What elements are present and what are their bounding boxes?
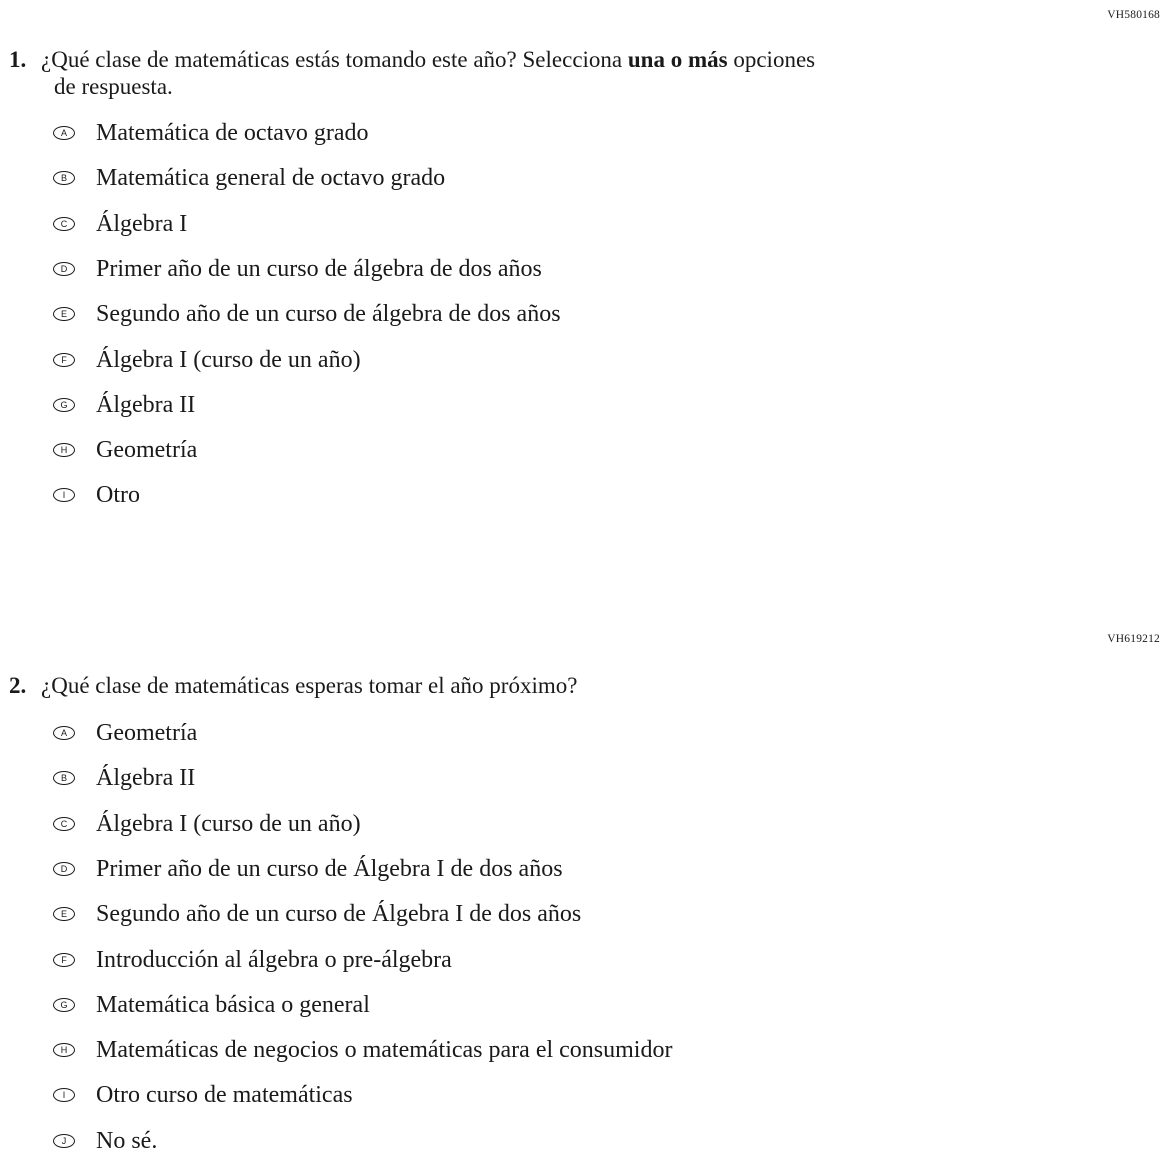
question-text: ¿Qué clase de matemáticas esperas tomar el año próximo? (41, 673, 578, 698)
item-code-q2: VH619212 (1107, 633, 1160, 645)
answer-option-label: Álgebra II (96, 392, 196, 418)
answer-option-e[interactable] (53, 299, 561, 329)
question-1 (9, 46, 815, 100)
answer-option-h[interactable] (53, 1035, 672, 1065)
answer-option-a[interactable] (53, 718, 197, 748)
answer-option-label: Álgebra I (curso de un año) (96, 811, 361, 837)
answer-option-h[interactable] (53, 435, 197, 465)
answer-option-f[interactable] (53, 345, 361, 375)
answer-option-label: Primer año de un curso de álgebra de dos años (96, 256, 542, 282)
answer-bubble[interactable]: F (53, 953, 75, 967)
question-emphasis: una o más (627, 47, 728, 72)
answer-option-e[interactable] (53, 899, 581, 929)
question-2 (9, 672, 577, 699)
answer-option-label: Álgebra I (curso de un año) (96, 347, 361, 373)
answer-option-d[interactable] (53, 254, 542, 284)
answer-option-g[interactable] (53, 390, 195, 420)
answer-option-a[interactable] (53, 118, 369, 148)
answer-option-b[interactable] (53, 163, 445, 193)
question-text-part: opciones (727, 47, 816, 72)
answer-bubble[interactable]: C (53, 217, 75, 231)
answer-bubble[interactable]: J (53, 1134, 75, 1148)
answer-option-label: Segundo año de un curso de álgebra de dos años (96, 301, 561, 327)
answer-option-i[interactable] (53, 480, 140, 510)
answer-bubble[interactable]: D (53, 262, 75, 276)
answer-bubble[interactable]: G (53, 398, 75, 412)
answer-bubble[interactable]: H (53, 443, 75, 457)
item-code-q1: VH580168 (1107, 9, 1160, 21)
answer-option-b[interactable] (53, 763, 195, 793)
answer-bubble[interactable]: F (53, 353, 75, 367)
answer-bubble[interactable]: A (53, 726, 75, 740)
answer-option-label: Matemáticas de negocios o matemáticas para el consumidor (96, 1037, 673, 1063)
answer-bubble[interactable]: A (53, 126, 75, 140)
question-text (41, 47, 815, 72)
answer-bubble[interactable]: I (53, 488, 75, 502)
answer-option-label: Segundo año de un curso de Álgebra I de dos años (96, 901, 582, 927)
answer-option-g[interactable] (53, 990, 370, 1020)
answer-bubble[interactable]: H (53, 1043, 75, 1057)
answer-bubble[interactable]: I (53, 1088, 75, 1102)
answer-bubble[interactable]: B (53, 771, 75, 785)
question-number: 1. (9, 47, 27, 72)
answer-option-d[interactable] (53, 854, 563, 884)
answer-option-j[interactable] (53, 1126, 157, 1156)
answer-option-label: Álgebra II (96, 765, 196, 791)
answer-bubble[interactable]: B (53, 171, 75, 185)
answer-bubble[interactable]: E (53, 307, 75, 321)
answer-option-c[interactable] (53, 809, 361, 839)
answer-option-label: Geometría (96, 720, 198, 746)
answer-bubble[interactable]: E (53, 907, 75, 921)
answer-option-f[interactable] (53, 945, 452, 975)
question-text-part: ¿Qué clase de matemáticas estás tomando este año? Selecciona (41, 47, 628, 72)
answer-option-label: Primer año de un curso de Álgebra I de dos años (96, 856, 563, 882)
answer-bubble[interactable]: C (53, 817, 75, 831)
question-number: 2. (9, 673, 27, 698)
answer-option-label: Matemática general de octavo grado (96, 165, 446, 191)
answer-option-i[interactable] (53, 1080, 353, 1110)
answer-bubble[interactable]: D (53, 862, 75, 876)
answer-option-c[interactable] (53, 209, 187, 239)
question-text-continued: de respuesta. (54, 74, 173, 99)
answer-option-label: Otro (96, 482, 140, 508)
answer-option-label: Matemática de octavo grado (96, 120, 369, 146)
answer-option-label: Introducción al álgebra o pre-álgebra (96, 947, 452, 973)
answer-option-label: Otro curso de matemáticas (96, 1082, 353, 1108)
answer-option-label: No sé. (96, 1128, 158, 1154)
answer-option-label: Matemática básica o general (96, 992, 370, 1018)
answer-bubble[interactable]: G (53, 998, 75, 1012)
answer-option-label: Geometría (96, 437, 198, 463)
answer-option-label: Álgebra I (96, 211, 188, 237)
